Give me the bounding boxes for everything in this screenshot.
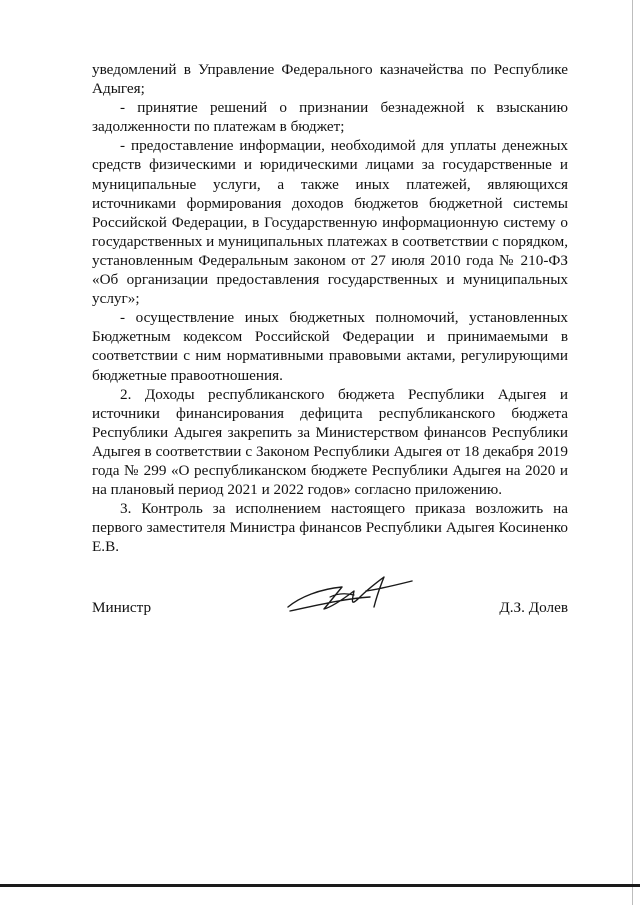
signature-block	[92, 567, 568, 627]
signatory-title: Министр	[92, 599, 152, 616]
document-body	[92, 60, 568, 556]
paragraph-information: - предоставление информации, необходимой для уплаты денежных средств физическими и юридическими лицами за государственные и муниципальные услуги, а также иных платежей, являющихся источниками формирования доходов бюджетов бюджетной системы Российской Федерации, в Государственную информационную систему о государственных и муниципальных платежах в соответствии с порядком, установленным Федеральным законом от 27 июля 2010 года № 210-ФЗ «Об организации предоставления государственных и муниципальных услуг»;	[92, 137, 568, 308]
paragraph-other-powers: - осуществление иных бюджетных полномочий, установленных Бюджетным кодексом Российской Федерации и принимаемыми в соответствии с ним нормативными правовыми актами, регулирующими бюджетные правоотношения.	[92, 309, 568, 384]
paragraph-bad-debt: - принятие решений о признании безнадежной к взысканию задолженности по платежам в бюджет;	[92, 99, 568, 136]
paragraph-continuation: уведомлений в Управление Федерального казначейства по Республике Адыгея;	[92, 61, 568, 98]
signatory-name: Д.З. Долев	[499, 599, 568, 616]
handwritten-signature	[280, 567, 420, 617]
scan-edge-right	[632, 0, 633, 905]
paragraph-revenues: 2. Доходы республиканского бюджета Республики Адыгея и источники финансирования дефицита республиканского бюджета Республики Адыгея закрепить за Министерством финансов Республики Адыгея в соответствии с Законом Республики Адыгея от 18 декабря 2019 года № 299 «О республиканском бюджете Республики Адыгея на 2020 и на плановый период 2021 и 2022 годов» согласно приложению.	[92, 385, 568, 499]
scan-edge-bottom	[0, 884, 640, 887]
paragraph-control: 3. Контроль за исполнением настоящего приказа возложить на первого заместителя Министра финансов Республики Адыгея Косиненко Е.В.	[92, 500, 568, 556]
